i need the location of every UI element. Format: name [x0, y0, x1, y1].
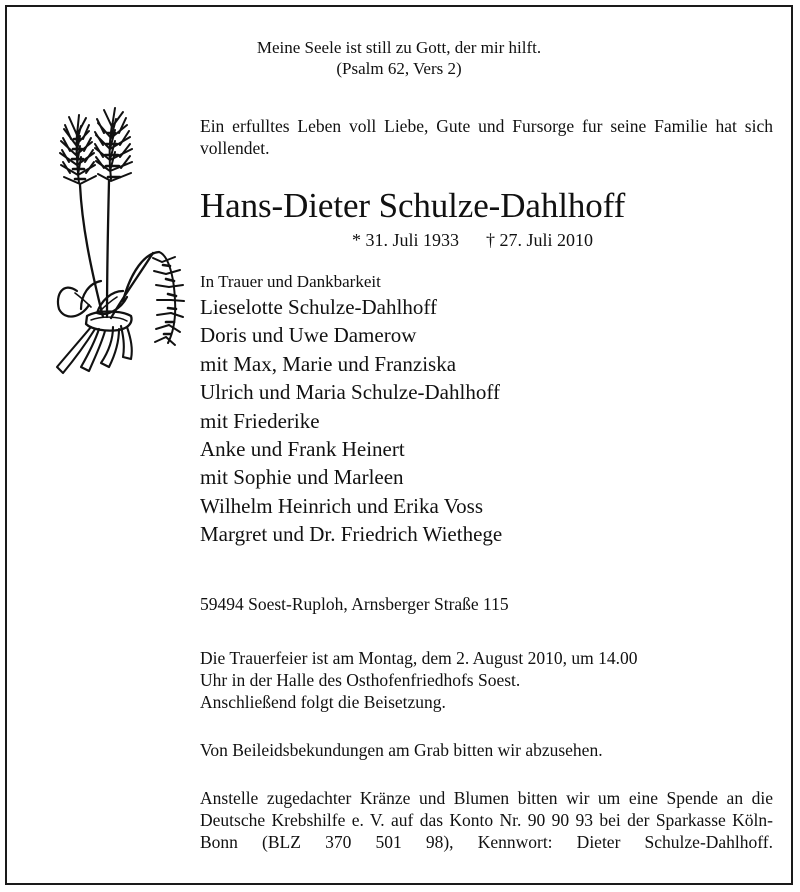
epigraph-source-line: (Psalm 62, Vers 2) — [336, 59, 462, 78]
list-item: mit Friederike — [200, 408, 320, 433]
mourning-lead: In Trauer und Dankbarkeit — [200, 272, 381, 291]
list-item: Lieselotte Schulze-Dahlhoff — [200, 295, 437, 319]
ceremony-details — [200, 647, 773, 713]
epigraph — [7, 37, 791, 79]
intro-paragraph: Ein erfulltes Leben voll Liebe, Gute und Fursorge fur seine Familie hat sich vollendet. — [200, 116, 773, 158]
life-dates: * 31. Juli 1933 † 27. Juli 2010 — [351, 230, 593, 250]
list-item: Wilhelm Heinrich und Erika Voss — [200, 493, 484, 518]
no-condolences-note: Von Beileidsbekundungen am Grab bitten wir abzusehen. — [200, 739, 603, 760]
ceremony-line-3: Anschließend folgt die Beisetzung. — [200, 691, 446, 712]
ceremony-line-2: Uhr in der Halle des Osthofenfriedhofs Soest. — [200, 669, 521, 690]
wheat-sheaf-icon — [35, 105, 185, 377]
list-item: Anke und Frank Heinert — [200, 437, 405, 462]
notice-text-column — [200, 115, 773, 875]
list-item: Doris und Uwe Damerow — [200, 323, 417, 348]
list-item: mit Sophie und Marleen — [200, 465, 404, 490]
list-item: Ulrich und Maria Schulze-Dahlhoff — [200, 380, 500, 405]
address-line: 59494 Soest-Ruploh, Arnsberger Straße 115 — [200, 593, 509, 614]
list-item: Margret und Dr. Friedrich Wiethege — [200, 522, 503, 547]
epigraph-verse-line: Meine Seele ist still zu Gott, der mir hilft. — [256, 38, 542, 57]
deceased-name: Hans-Dieter Schulze-Dahlhoff — [200, 186, 626, 225]
ceremony-line-1: Die Trauerfeier ist am Montag, dem 2. August 2010, um 14.00 — [200, 647, 638, 668]
donation-request: Anstelle zugedachter Kränze und Blumen bitten wir um eine Spende an die Deutsche Krebshilfe e. V. auf das Konto Nr. 90 90 93 bei der Sparkasse Köln-Bonn (BLZ 370 501 98), Kennwort: Dieter Schulze-Dahlhoff. — [200, 787, 773, 852]
list-item: mit Max, Marie und Franziska — [200, 351, 457, 376]
family-list — [200, 293, 773, 549]
obituary-card — [5, 5, 793, 885]
